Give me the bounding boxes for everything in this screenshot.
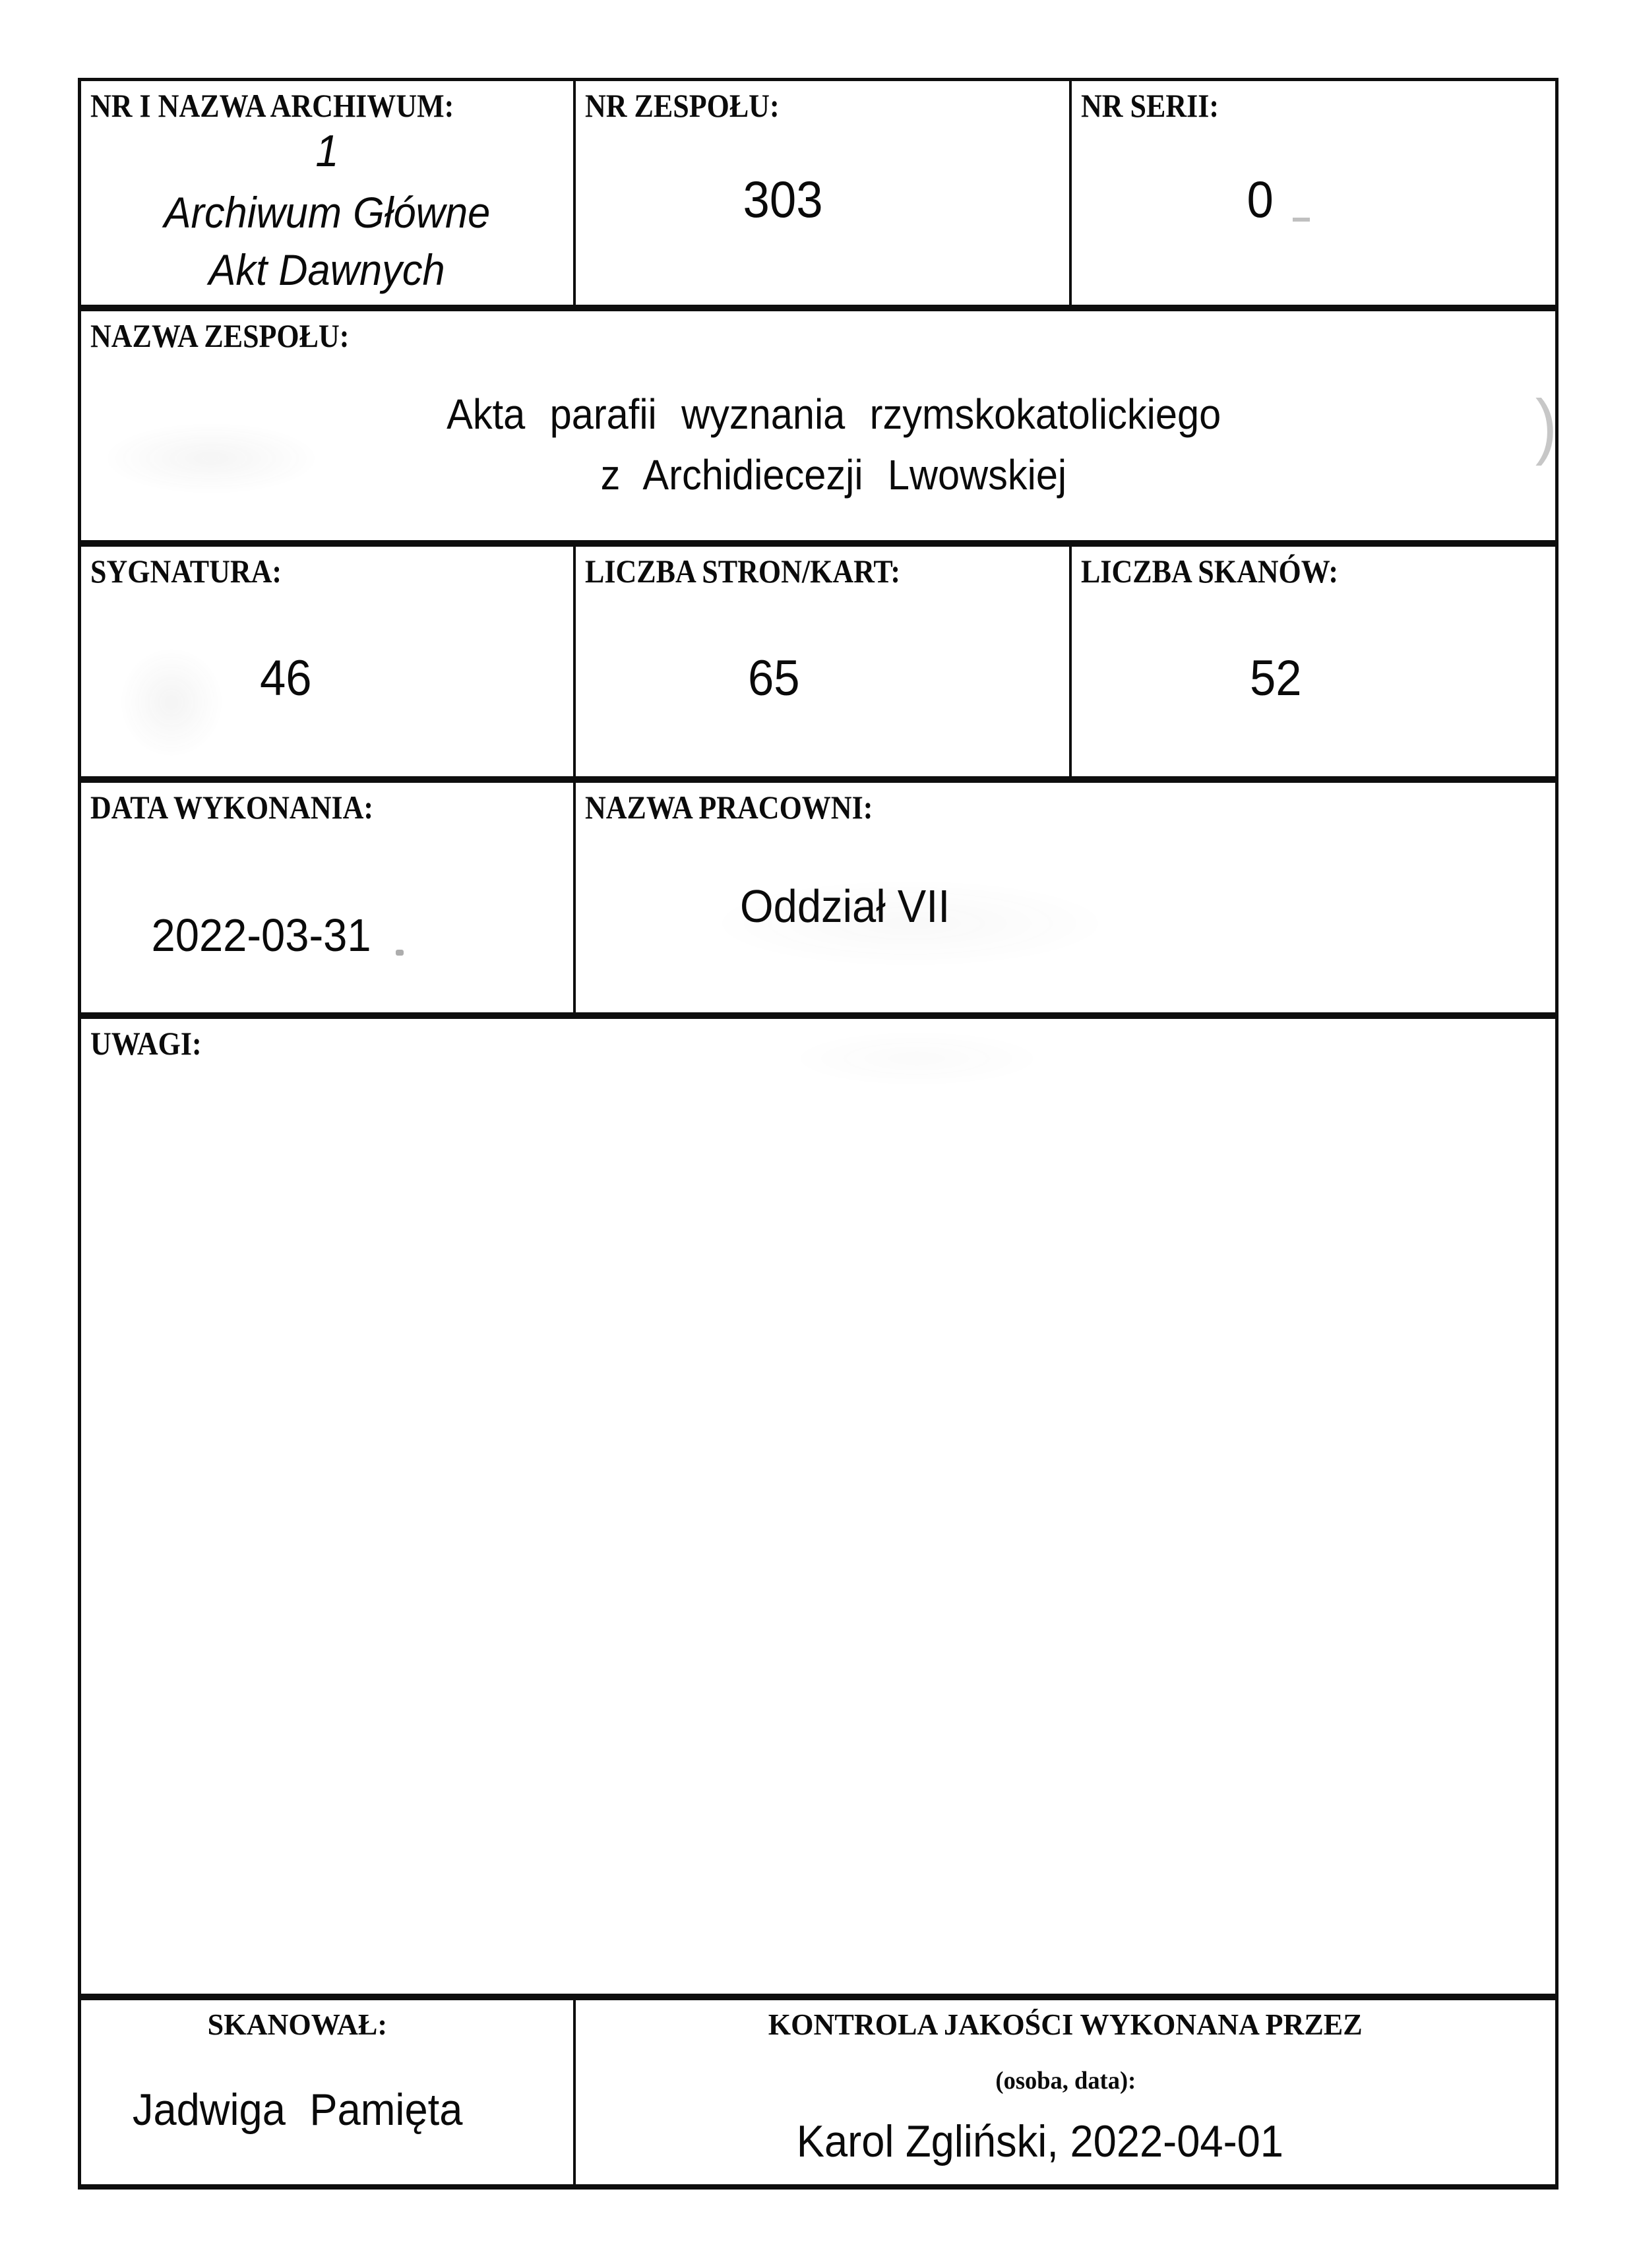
cell-scans-count — [1072, 547, 1555, 783]
pages-count-label: LICZBA STRON/KART: — [585, 553, 901, 590]
cell-fonds-number — [576, 81, 1072, 311]
cell-notes — [81, 1019, 1555, 2000]
signature-label: SYGNATURA: — [90, 553, 282, 590]
cell-scanned-by — [81, 2000, 576, 2184]
pages-count-value: 65 — [747, 650, 800, 706]
quality-control-label-line1: KONTROLA JAKOŚCI WYKONANA PRZEZ — [768, 2007, 1363, 2041]
scan-smudge-workshop — [699, 877, 1121, 969]
fonds-name-value: Akta parafii wyznania rzymskokatolickiego z Archidiecezji Lwowskiej — [446, 390, 1221, 499]
scan-date-value: 2022-03-31 — [151, 909, 371, 961]
scan-artifact-dot — [396, 950, 404, 956]
notes-label: UWAGI: — [90, 1025, 202, 1062]
archive-metadata-table — [78, 78, 1558, 2190]
scans-count-label: LICZBA SKANÓW: — [1081, 553, 1338, 590]
cell-fonds-name — [81, 311, 1555, 547]
series-number-label: NR SERII: — [1081, 87, 1219, 124]
archive-label: NR I NAZWA ARCHIWUM: — [90, 87, 454, 124]
scanned-by-label: SKANOWAŁ: — [207, 2007, 388, 2041]
scan-artifact-dash — [1293, 218, 1310, 222]
archive-name-line1: Archiwum Główne — [164, 188, 491, 237]
cell-archive — [81, 81, 576, 311]
fonds-number-value: 303 — [743, 170, 823, 228]
cell-series-number — [1072, 81, 1555, 311]
scan-smudge-signature — [119, 646, 224, 758]
scan-date-label: DATA WYKONANIA: — [90, 789, 374, 826]
series-number-value: 0 — [1247, 170, 1274, 228]
cell-quality-control — [576, 2000, 1555, 2184]
quality-control-label-line2: (osoba, data): — [995, 2067, 1136, 2095]
fonds-name-label: NAZWA ZESPOŁU: — [90, 317, 350, 354]
archive-name-line2: Akt Dawnych — [208, 245, 446, 294]
fonds-number-label: NR ZESPOŁU: — [585, 87, 780, 124]
scans-count-value: 52 — [1249, 650, 1302, 706]
scan-smudge-date-row — [778, 1029, 1055, 1088]
signature-value: 46 — [259, 650, 312, 706]
scanned-by-value: Jadwiga Pamięta — [132, 2085, 463, 2135]
archive-number-value: 1 — [315, 126, 339, 176]
scan-artifact-paren: ) — [1535, 385, 1557, 466]
workshop-label: NAZWA PRACOWNI: — [585, 789, 873, 826]
workshop-value: Oddział VII — [739, 880, 950, 932]
notes-value — [94, 1098, 1539, 1140]
quality-control-value: Karol Zgliński, 2022-04-01 — [796, 2116, 1284, 2166]
cell-scan-date — [81, 783, 576, 1019]
scan-smudge-fonds-name — [99, 422, 323, 495]
cell-pages-count — [576, 547, 1072, 783]
